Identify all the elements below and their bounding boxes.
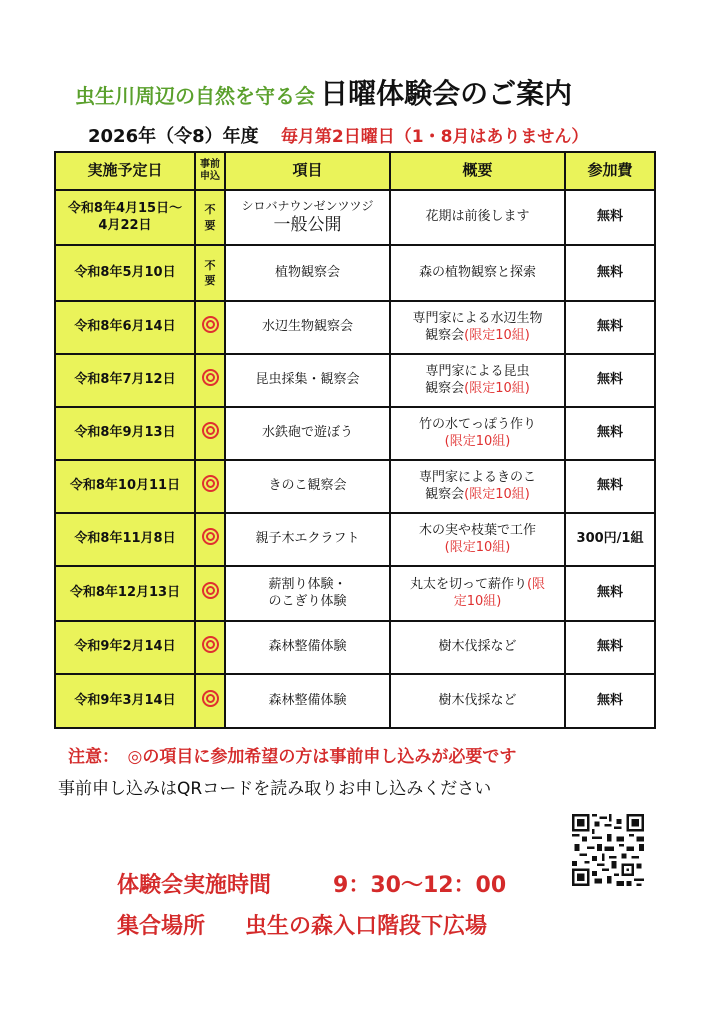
prereg-cell	[195, 566, 225, 621]
prereg-cell	[195, 354, 225, 407]
overview-line1: 専門家による水辺生物	[412, 310, 543, 326]
item-line2: のこぎり体験	[268, 593, 347, 609]
event-date: 令和8年6月14日	[55, 301, 195, 354]
event-item: 森林整備体験	[225, 621, 390, 674]
limit-note: (限定10組)	[444, 539, 511, 555]
double-circle-icon	[202, 422, 219, 439]
fiscal-year: 2026年（令8）年度	[88, 126, 259, 147]
double-circle-icon	[202, 690, 219, 707]
qr-code-icon[interactable]	[572, 814, 644, 886]
item-line2: 一般公開	[273, 215, 342, 236]
event-item	[225, 566, 390, 621]
overview-line1: 専門家によるきのこ	[418, 469, 536, 485]
event-date: 令和8年7月12日	[55, 354, 195, 407]
event-item: 水鉄砲で遊ぼう	[225, 407, 390, 460]
table-row	[55, 407, 655, 460]
overview-line2	[393, 328, 562, 345]
overview-text: 観察会	[425, 486, 465, 502]
overview-line1	[393, 577, 562, 594]
overview-line2	[393, 594, 562, 611]
table-row	[55, 674, 655, 728]
header-fee: 参加費	[565, 152, 655, 190]
fuyo-line2: 要	[204, 274, 216, 287]
item-line1: 薪割り体験・	[268, 576, 347, 592]
table-row	[55, 354, 655, 407]
event-item: 植物観察会	[225, 245, 390, 301]
event-item: 親子木エクラフト	[225, 513, 390, 566]
overview-text: 観察会	[425, 380, 465, 396]
event-overview: 樹木伐採など	[390, 621, 565, 674]
event-fee: 300円/1組	[565, 513, 655, 566]
table-header-row	[55, 152, 655, 190]
not-required-label	[198, 202, 222, 233]
time-value: 9：30～12：00	[333, 873, 507, 898]
prereg-cell	[195, 301, 225, 354]
event-date	[55, 190, 195, 245]
event-overview: 花期は前後します	[390, 190, 565, 245]
prereg-cell	[195, 245, 225, 301]
event-fee: 無料	[565, 674, 655, 728]
table-row	[55, 190, 655, 245]
overview-text: 観察会	[425, 327, 465, 343]
event-overview: 森の植物観察と探索	[390, 245, 565, 301]
overview-line2	[393, 381, 562, 398]
event-overview	[390, 566, 565, 621]
prereg-notice: 注意： ◎の項目に参加希望の方は事前申し込みが必要です	[68, 747, 517, 767]
fuyo-line1: 不	[204, 203, 216, 217]
double-circle-icon	[202, 582, 219, 599]
header-item: 項目	[225, 152, 390, 190]
prereg-cell	[195, 674, 225, 728]
event-fee: 無料	[565, 301, 655, 354]
double-circle-icon	[202, 636, 219, 653]
event-time	[117, 868, 506, 899]
event-item: きのこ観察会	[225, 460, 390, 513]
event-fee: 無料	[565, 407, 655, 460]
event-date: 令和9年3月14日	[55, 674, 195, 728]
prereg-cell	[195, 621, 225, 674]
org-name: 虫生川周辺の自然を守る会	[75, 84, 315, 108]
event-item: 森林整備体験	[225, 674, 390, 728]
item-line1: シロバナウンゼンツツジ	[241, 198, 374, 213]
schedule-table	[54, 151, 656, 729]
table-row	[55, 245, 655, 301]
event-item	[225, 190, 390, 245]
fuyo-line2: 要	[204, 218, 216, 232]
header-overview: 概要	[390, 152, 565, 190]
event-overview	[390, 513, 565, 566]
limit-note-part1: (限	[526, 576, 546, 592]
header-date: 実施予定日	[55, 152, 195, 190]
table-row	[55, 513, 655, 566]
limit-note: (限定10組)	[464, 486, 530, 502]
overview-line1: 木の実や枝葉で工作	[418, 522, 536, 538]
double-circle-icon	[202, 475, 219, 492]
event-date: 令和8年10月11日	[55, 460, 195, 513]
limit-note: (限定10組)	[464, 380, 530, 396]
event-overview: 樹木伐採など	[390, 674, 565, 728]
overview-line2	[393, 434, 562, 451]
prereg-cell	[195, 407, 225, 460]
limit-note: (限定10組)	[464, 327, 530, 343]
table-row	[55, 301, 655, 354]
header-prereg-line1: 事前	[200, 159, 220, 170]
double-circle-icon	[202, 369, 219, 386]
event-date: 令和8年11月8日	[55, 513, 195, 566]
page-title	[75, 72, 572, 112]
overview-line2	[393, 540, 562, 557]
event-overview	[390, 460, 565, 513]
event-fee: 無料	[565, 354, 655, 407]
event-fee: 無料	[565, 245, 655, 301]
event-overview	[390, 301, 565, 354]
limit-note: (限定10組)	[444, 433, 511, 449]
header-prereg-line2: 申込	[200, 171, 220, 182]
event-date: 令和8年5月10日	[55, 245, 195, 301]
double-circle-icon	[202, 316, 219, 333]
event-overview	[390, 354, 565, 407]
event-overview	[390, 407, 565, 460]
overview-line1: 専門家による昆虫	[425, 363, 530, 379]
overview-text: 丸太を切って薪作り	[409, 576, 527, 592]
subheading	[88, 122, 588, 148]
fuyo-line1: 不	[204, 258, 216, 272]
double-circle-icon	[202, 528, 219, 545]
time-label: 体験会実施時間	[117, 873, 272, 898]
date-line1: 令和8年4月15日～	[67, 200, 183, 216]
event-date: 令和9年2月14日	[55, 621, 195, 674]
limit-note-part2: 定10組)	[453, 593, 502, 609]
event-item: 昆虫採集・観察会	[225, 354, 390, 407]
event-fee: 無料	[565, 190, 655, 245]
date-line2: 4月22日	[98, 217, 152, 233]
not-required-label	[198, 258, 222, 289]
overview-line2	[393, 487, 562, 504]
place-value: 虫生の森入口階段下広場	[245, 914, 488, 939]
table-row	[55, 566, 655, 621]
table-row	[55, 621, 655, 674]
schedule-note: 毎月第2日曜日（1・8月はありません）	[280, 127, 589, 147]
meeting-place	[117, 909, 487, 940]
event-fee: 無料	[565, 566, 655, 621]
prereg-cell	[195, 460, 225, 513]
event-item: 水辺生物観察会	[225, 301, 390, 354]
prereg-cell	[195, 190, 225, 245]
event-date: 令和8年12月13日	[55, 566, 195, 621]
prereg-cell	[195, 513, 225, 566]
event-date: 令和8年9月13日	[55, 407, 195, 460]
event-title: 日曜体験会のご案内	[320, 77, 573, 110]
overview-line1: 竹の水てっぽう作り	[418, 416, 536, 432]
table-row	[55, 460, 655, 513]
event-fee: 無料	[565, 460, 655, 513]
event-fee: 無料	[565, 621, 655, 674]
header-prereg	[195, 152, 225, 190]
qr-instructions: 事前申し込みはQRコードを読み取りお申し込みください	[58, 779, 492, 799]
place-label: 集合場所	[117, 914, 206, 939]
